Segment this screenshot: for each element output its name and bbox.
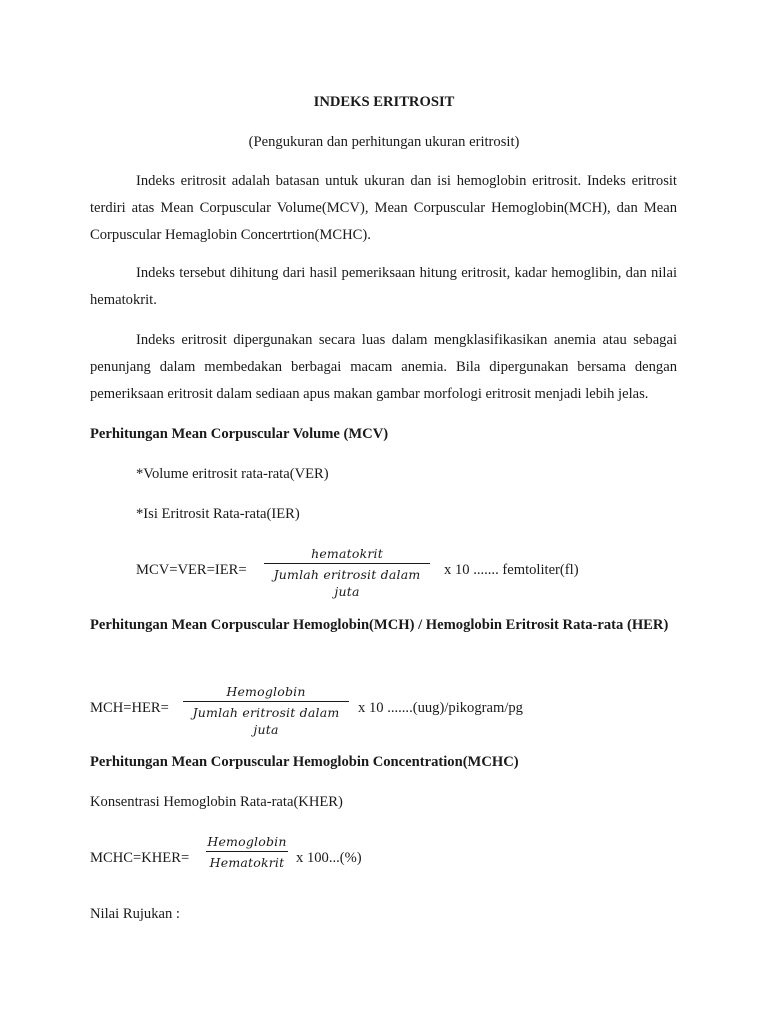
mchc-fraction (206, 833, 288, 871)
mchc-denominator: Hematokrit (209, 855, 285, 870)
mcv-fraction (264, 545, 430, 600)
mcv-formula-label: MCV=VER=IER= (136, 562, 247, 578)
mchc-multiplier: x 100...(%) (296, 850, 362, 866)
mchc-formula-label: MCHC=KHER= (90, 850, 190, 866)
mcv-heading: Perhitungan Mean Corpuscular Volume (MCV) (90, 426, 389, 442)
mch-fraction (183, 683, 349, 738)
mch-heading: Perhitungan Mean Corpuscular Hemoglobin(MCH) / Hemoglobin Eritrosit Rata-rata (HER) (90, 617, 669, 633)
paragraph-intro: Indeks eritrosit adalah batasan untuk ukuran dan isi hemoglobin eritrosit. Indeks eritrosit terdiri atas Mean Corpuscular Volume(MCV), Mean Corpuscular Hemoglobin(MCH), dan Mean Corpuscular Hemaglobin Concertrtion(MCHC). (90, 173, 677, 243)
document-subtitle: (Pengukuran dan perhitungan ukuran eritrosit) (248, 134, 520, 150)
fraction-bar (183, 701, 349, 702)
mcv-item-ver: *Volume eritrosit rata-rata(VER) (136, 466, 329, 482)
mch-numerator: Hemoglobin (226, 684, 306, 699)
mchc-subtitle: Konsentrasi Hemoglobin Rata-rata(KHER) (90, 794, 343, 810)
fraction-bar (206, 851, 288, 852)
paragraph-calculation: Indeks tersebut dihitung dari hasil pemeriksaan hitung eritrosit, kadar hemoglibin, dan nilai hematokrit. (90, 265, 677, 308)
document-title: INDEKS ERITROSIT (313, 94, 455, 110)
paragraph-usage: Indeks eritrosit dipergunakan secara luas dalam mengklasifikasikan anemia atau sebagai penunjang dalam membedakan berbagai macam anemia. Bila dipergunakan bersama dengan pemeriksaan eritrosit dalam sediaan apus makan gambar morfologi eritrosit menjadi lebih jelas. (90, 332, 677, 402)
fraction-bar (264, 563, 430, 564)
mcv-numerator: hematokrit (311, 546, 383, 561)
mch-formula-label: MCH=HER= (90, 700, 169, 716)
mchc-numerator: Hemoglobin (207, 834, 287, 849)
mch-multiplier: x 10 .......(uug)/pikogram/pg (358, 700, 523, 716)
mchc-heading: Perhitungan Mean Corpuscular Hemoglobin Concentration(MCHC) (90, 754, 519, 770)
mcv-item-ier: *Isi Eritrosit Rata-rata(IER) (136, 506, 300, 522)
mcv-denominator: Jumlah eritrosit dalam juta (273, 567, 421, 599)
mch-denominator: Jumlah eritrosit dalam juta (192, 705, 340, 737)
reference-values-label: Nilai Rujukan : (90, 906, 180, 922)
mcv-multiplier: x 10 ....... femtoliter(fl) (444, 562, 579, 578)
